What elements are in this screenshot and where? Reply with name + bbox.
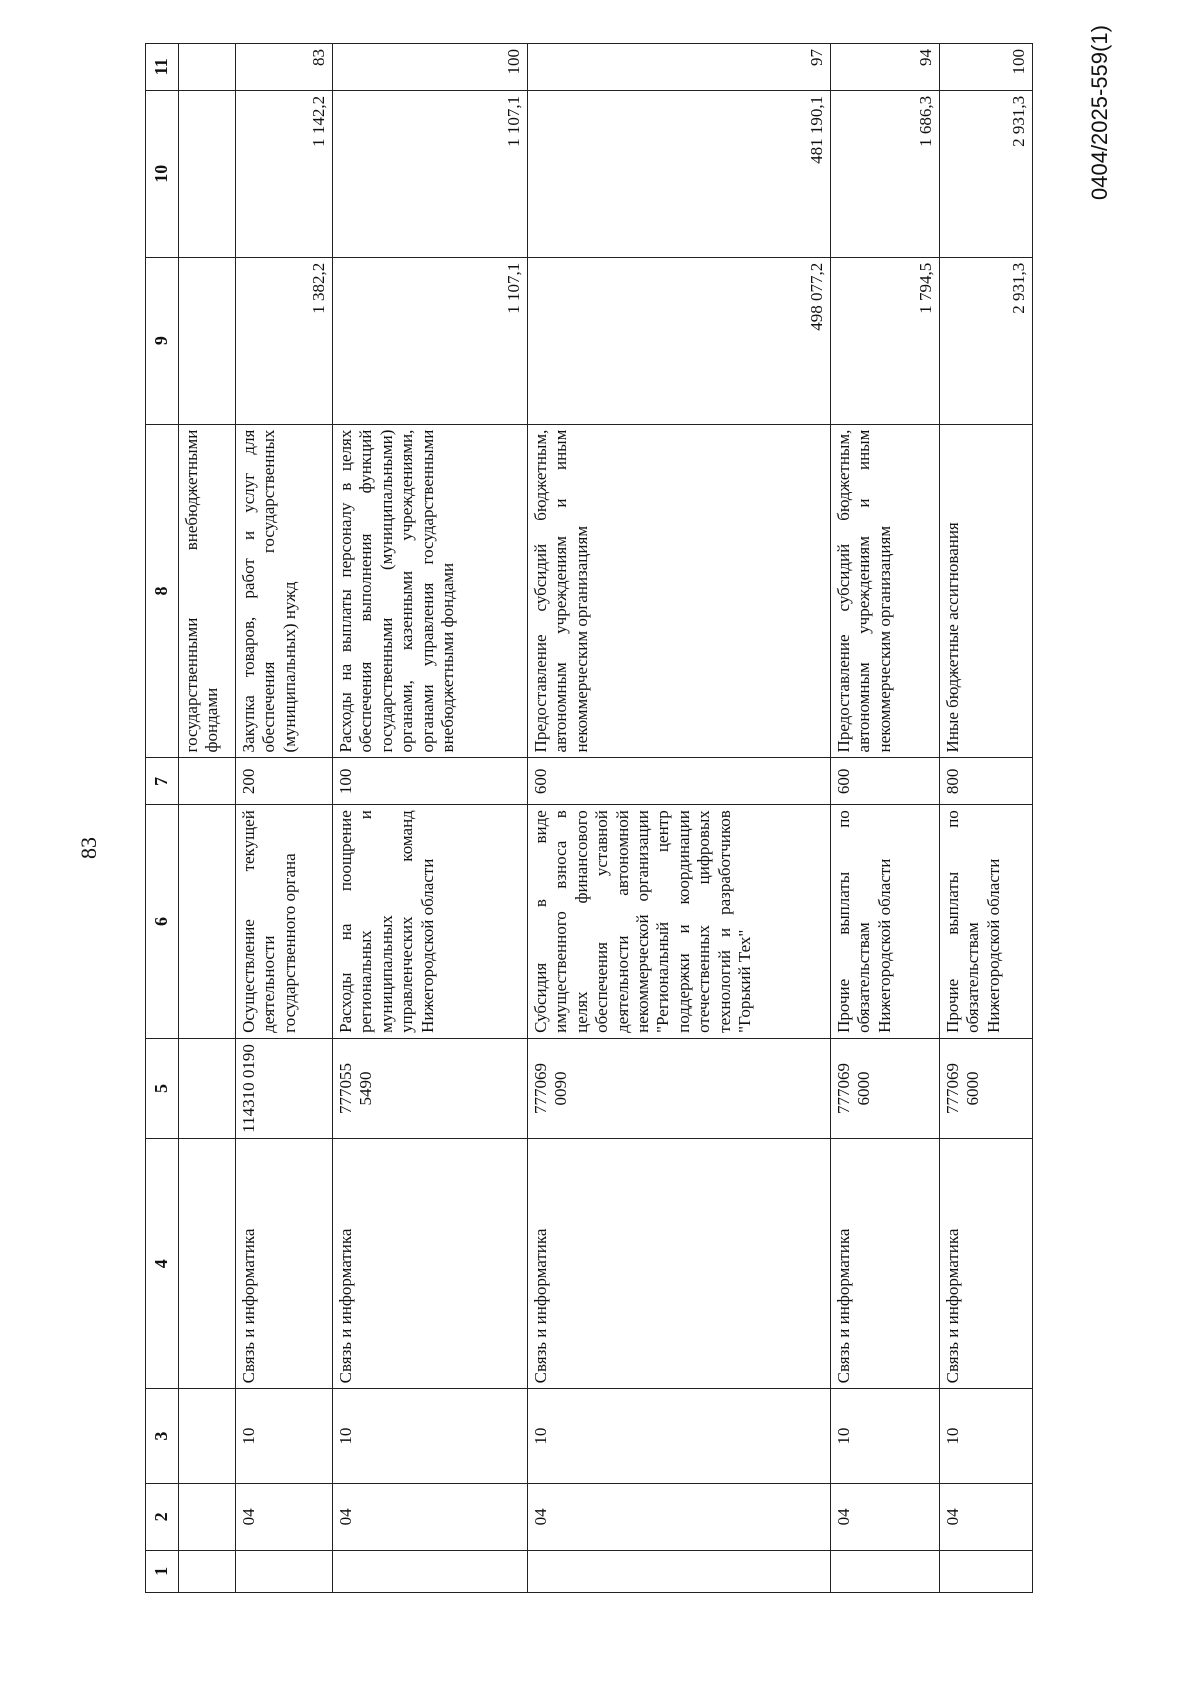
- page-number: 83: [76, 837, 101, 859]
- cell-col1: [831, 1550, 940, 1592]
- cell-section: 04: [236, 1483, 333, 1550]
- col-header-9: 9: [146, 257, 179, 424]
- col-header-6: 6: [146, 805, 179, 1039]
- cell-target-code: 777069 6000: [831, 1038, 940, 1138]
- cell-section: 04: [831, 1483, 940, 1550]
- cell-subsection: 10: [236, 1389, 333, 1484]
- cell: [179, 1483, 236, 1550]
- cell-subsection-name: Связь и информатика: [333, 1139, 528, 1389]
- cell-col1: [940, 1550, 1033, 1592]
- cell-planned: 2 931,3: [940, 257, 1033, 424]
- cell-planned: 1 107,1: [333, 257, 528, 424]
- cell: [179, 1550, 236, 1592]
- cell-expense-type: 200: [236, 758, 333, 805]
- cell: [179, 90, 236, 257]
- cell: [179, 805, 236, 1039]
- cell-target-name: Прочие выплаты по обязательствам Нижегородской области: [831, 805, 940, 1039]
- cell-subsection: 10: [831, 1389, 940, 1484]
- col-header-7: 7: [146, 758, 179, 805]
- cell-percent: 97: [528, 44, 831, 91]
- document-code: 0404/2025-559(1): [1087, 25, 1112, 200]
- cell-target-code: 114310 0190: [236, 1038, 333, 1138]
- cell-expense-name: Закупка товаров, работ и услуг для обеспечения государственных (муниципальных) нужд: [236, 424, 333, 758]
- cell-target-code: 777069 6000: [940, 1038, 1033, 1138]
- header-row: [146, 44, 179, 1593]
- cell-expense-type: 600: [528, 758, 831, 805]
- cell-target-name: Прочие выплаты по обязательствам Нижегородской области: [940, 805, 1033, 1039]
- cell-subsection-name: Связь и информатика: [940, 1139, 1033, 1389]
- cell-subsection-name: Связь и информатика: [831, 1139, 940, 1389]
- cell-planned: 1 382,2: [236, 257, 333, 424]
- col-header-5: 5: [146, 1038, 179, 1138]
- table-row: [333, 44, 528, 1593]
- cell-planned: 498 077,2: [528, 257, 831, 424]
- cell-percent: 100: [333, 44, 528, 91]
- cell: [179, 1038, 236, 1138]
- cell-section: 04: [333, 1483, 528, 1550]
- cell: [179, 758, 236, 805]
- cell-subsection: 10: [528, 1389, 831, 1484]
- col-header-11: 11: [146, 44, 179, 91]
- carry-over-text: государственными внебюджетными фондами: [179, 424, 236, 758]
- cell-col1: [333, 1550, 528, 1592]
- cell-expense-type: 100: [333, 758, 528, 805]
- table-row: [236, 44, 333, 1593]
- cell-expense-name: Иные бюджетные ассигнования: [940, 424, 1033, 758]
- col-header-4: 4: [146, 1139, 179, 1389]
- budget-table: [145, 43, 1033, 1593]
- cell-target-name: Субсидия в виде имущественного взноса в целях финансового обеспечения уставной деятельности автономной некоммерческой организации "Региональный центр поддержки и координации отечественных цифровых технологий и разработчиков "Горький Тех": [528, 805, 831, 1039]
- cell-planned: 1 794,5: [831, 257, 940, 424]
- cell-subsection: 10: [333, 1389, 528, 1484]
- cell-target-code: 777069 0090: [528, 1038, 831, 1138]
- table-container: [145, 43, 1065, 1593]
- table-row-carry-over: [179, 44, 236, 1593]
- cell-actual: 1 107,1: [333, 90, 528, 257]
- cell: [179, 44, 236, 91]
- cell-col1: [528, 1550, 831, 1592]
- table-row: [940, 44, 1033, 1593]
- cell-percent: 94: [831, 44, 940, 91]
- cell-target-name: Осуществление текущей деятельности государственного органа: [236, 805, 333, 1039]
- col-header-8: 8: [146, 424, 179, 758]
- table-row: [831, 44, 940, 1593]
- cell-subsection: 10: [940, 1389, 1033, 1484]
- cell-actual: 1 142,2: [236, 90, 333, 257]
- cell-expense-name: Предоставление субсидий бюджетным, автономным учреждениям и иным некоммерческим организациям: [528, 424, 831, 758]
- cell-expense-type: 600: [831, 758, 940, 805]
- col-header-10: 10: [146, 90, 179, 257]
- col-header-1: 1: [146, 1550, 179, 1592]
- cell-subsection-name: Связь и информатика: [528, 1139, 831, 1389]
- cell-expense-name: Расходы на выплаты персоналу в целях обеспечения выполнения функций государственными (муниципальными) органами, казенными учреждениями, органами управления государственными внебюджетными фондами: [333, 424, 528, 758]
- cell-expense-type: 800: [940, 758, 1033, 805]
- cell-section: 04: [528, 1483, 831, 1550]
- cell-subsection-name: Связь и информатика: [236, 1139, 333, 1389]
- cell-section: 04: [940, 1483, 1033, 1550]
- cell-target-code: 777055 5490: [333, 1038, 528, 1138]
- col-header-3: 3: [146, 1389, 179, 1484]
- cell-percent: 100: [940, 44, 1033, 91]
- cell-actual: 2 931,3: [940, 90, 1033, 257]
- cell-target-name: Расходы на поощрение региональных и муниципальных управленческих команд Нижегородской области: [333, 805, 528, 1039]
- cell: [179, 1389, 236, 1484]
- cell-percent: 83: [236, 44, 333, 91]
- cell-expense-name: Предоставление субсидий бюджетным, автономным учреждениям и иным некоммерческим организациям: [831, 424, 940, 758]
- cell: [179, 257, 236, 424]
- table-row: [528, 44, 831, 1593]
- cell-actual: 481 190,1: [528, 90, 831, 257]
- cell-actual: 1 686,3: [831, 90, 940, 257]
- cell: [179, 1139, 236, 1389]
- cell-col1: [236, 1550, 333, 1592]
- col-header-2: 2: [146, 1483, 179, 1550]
